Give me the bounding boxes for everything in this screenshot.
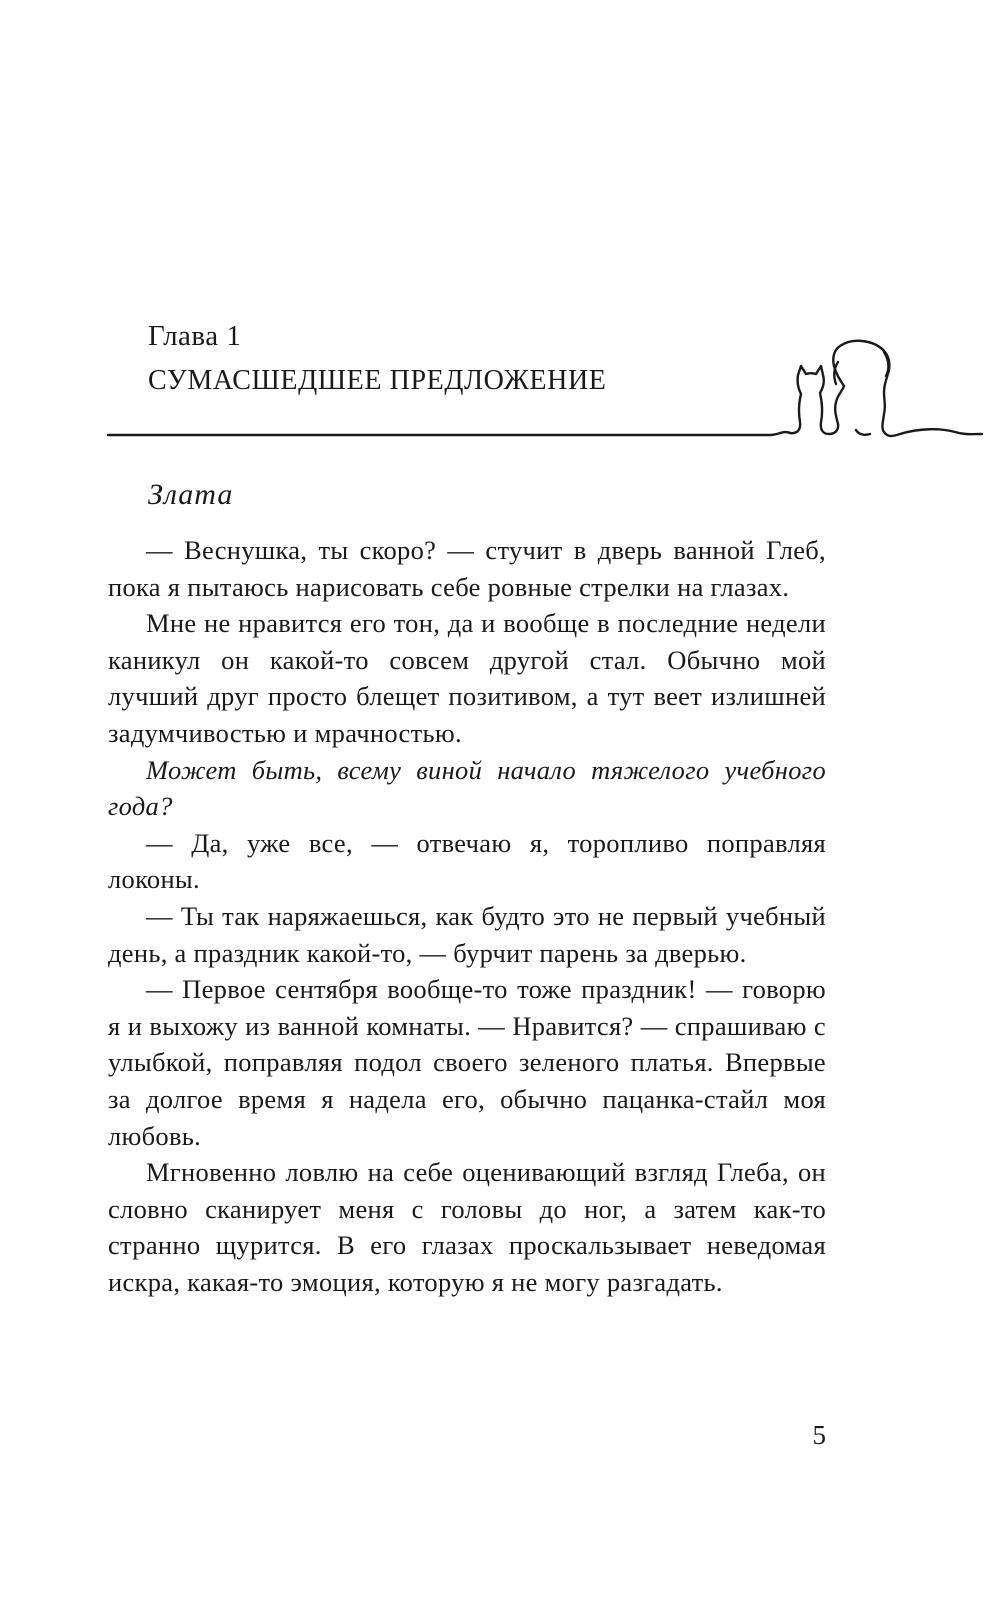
cat-and-dog-silhouette-icon: [790, 341, 982, 436]
paragraph: Мгновенно ловлю на себе оценивающий взгляд Глеба, он словно сканирует меня с головы до ног, а затем как-то странно щурится. В его глазах проскальзывает неведомая искра, какая-то эмоция, которую я не могу разгадать.: [108, 1157, 826, 1297]
paragraph: — Ты так наряжаешься, как будто это не первый учебный день, а праздник какой-то, — бурчит парень за дверью.: [108, 900, 826, 968]
header-rule-line: [108, 432, 790, 435]
paragraph: — Первое сентября вообще-то тоже праздник! — говорю я и выхожу из ванной комнаты. — Нравится? — спрашиваю с улыбкой, поправляя подол своего зеленого платья. Впервые за долгое время я надела его, обычно пацанка-стайл моя любовь.: [108, 974, 826, 1151]
header-rule-with-cat-dog: [0, 330, 1000, 460]
paragraph: — Да, уже все, — отвечаю я, торопливо поправляя локоны.: [108, 827, 826, 895]
narrator-name: Злата: [148, 478, 234, 511]
chapter-number: Глава 1: [148, 320, 242, 352]
paragraph: — Веснушка, ты скоро? — стучит в дверь ванной Глеб, пока я пытаюсь нарисовать себе ровные стрелки на глазах.: [108, 535, 826, 602]
paragraph-thought: Может быть, всему виной начало тяжелого учебного года?: [108, 754, 826, 822]
chapter-title: СУМАСШЕДШЕЕ ПРЕДЛОЖЕНИЕ: [148, 365, 607, 396]
chapter-body: [108, 532, 826, 1300]
page-number: 5: [812, 1420, 826, 1450]
paragraph: Мне не нравится его тон, да и вообще в последние недели каникул он какой-то совсем другой стал. Обычно мой лучший друг просто блещет позитивом, а тут веет излишней задумчивостью и мрачностью.: [108, 608, 826, 748]
